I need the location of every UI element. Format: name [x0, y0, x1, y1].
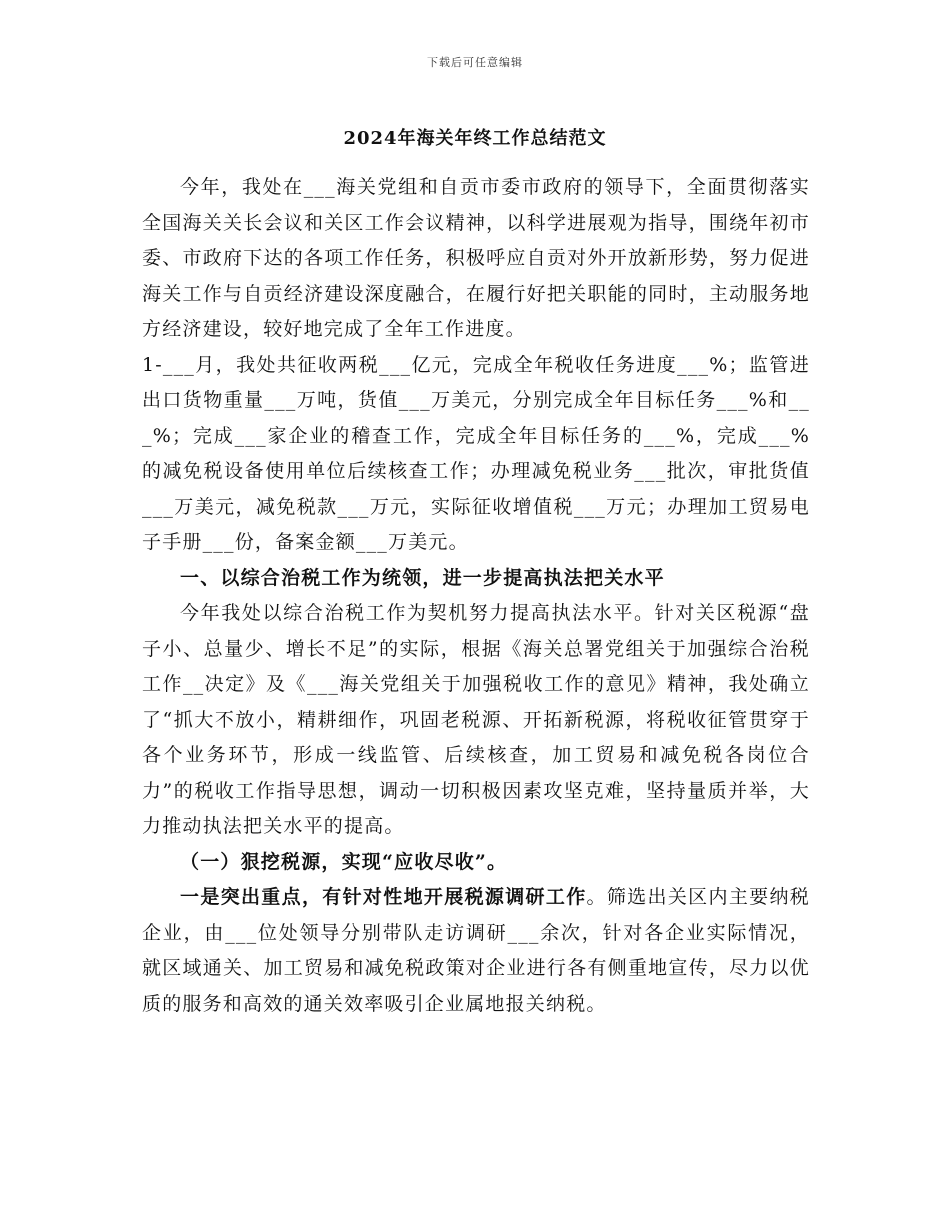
- point1-text: 。筛选出关区内主要纳税企业，由___位处领导分别带队走访调研___余次，针对各企业实际情况，就区域通关、加工贸易和减免税政策对企业进行各有侧重地宣传，尽力以优质的服务和高效的通关效率吸引企业属地报关纳税。: [142, 886, 810, 1015]
- section1-paragraph: 今年我处以综合治税工作为契机努力提高执法水平。针对关区税源“盘子小、总量少、增长不足”的实际，根据《海关总署党组关于加强综合治税工作__决定》及《___海关党组关于加强税收工作的意见》精神，我处确立了“抓大不放小，精耕细作，巩固老税源、开拓新税源，将税收征管贯穿于各个业务环节，形成一线监管、后续核查，加工贸易和减免税各岗位合力”的税收工作指导思想，调动一切积极因素攻坚克难，坚持量质并举，大力推动执法把关水平的提高。: [142, 602, 810, 837]
- section1-heading: 一、以综合治税工作为统领，进一步提高执法把关水平: [180, 566, 665, 589]
- header-note: 下载后可任意编辑: [427, 56, 523, 69]
- intro-paragraph: 今年，我处在___海关党组和自贡市委市政府的领导下，全面贯彻落实全国海关关长会议和关区工作会议精神，以科学进展观为指导，围绕年初市委、市政府下达的各项工作任务，积极呼应自贡对外开放新形势，努力促进海关工作与自贡经济建设深度融合，在履行好把关职能的同时，主动服务地方经济建设，较好地完成了全年工作进度。: [142, 176, 810, 340]
- subsection1-heading: （一）狠挖税源，实现“应收尽收”。: [180, 850, 508, 873]
- point1-lead: 一是突出重点，有针对性地开展税源调研工作: [180, 886, 587, 908]
- document-title: 2024年海关年终工作总结范文: [343, 128, 607, 149]
- point1-paragraph: [142, 880, 810, 1022]
- stats-paragraph: 1-___月，我处共征收两税___亿元，完成全年税收任务进度___%；监管进出口货物重量___万吨，货值___万美元，分别完成全年目标任务___%和___%；完成___家企业的稽查工作，完成全年目标任务的___%，完成___%的减免税设备使用单位后续核查工作；办理减免税业务___批次，审批货值___万美元，减免税款___万元，实际征收增值税___万元；办理加工贸易电子手册___份，备案金额___万美元。: [142, 353, 810, 553]
- document-body: [142, 170, 810, 1022]
